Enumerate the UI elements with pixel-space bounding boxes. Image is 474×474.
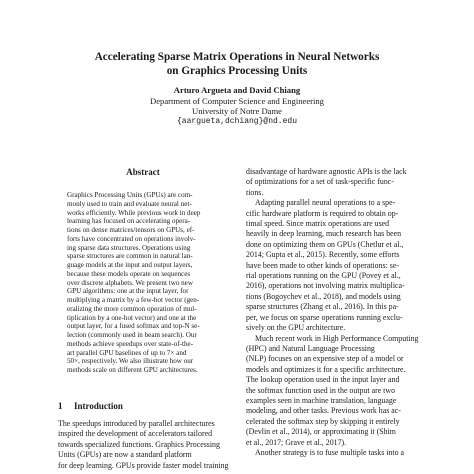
text-line: GPU algorithms: one at the input layer, for [67, 287, 189, 296]
text-line: timal speed. Since matrix operations are used [246, 219, 390, 229]
text-line: learning has focused on accelerating opera- [67, 217, 191, 226]
text-line: for deep learning. GPUs provide faster model training [58, 460, 229, 470]
text-line: the softmax function used in the output are two [246, 385, 396, 395]
introduction-body [58, 419, 234, 471]
text-line: done on optimizing them on GPUs (Chetlur et al., [246, 239, 404, 249]
text-line: disadvantage of hardware agnostic APIs is the lack [246, 167, 407, 176]
text-line: Much recent work in High Performance Computing [255, 333, 419, 343]
text-line: Graphics Processing Units (GPUs) are com- [67, 191, 193, 199]
text-line: (NLP) focuses on an expensive step of a model or [246, 354, 404, 364]
text-line: eralizing the more common operation of mul- [67, 304, 197, 313]
text-line: tions. [246, 187, 264, 197]
text-line: (Devlin et al., 2014), or approximating it (Shim [246, 427, 396, 437]
section-title: Introduction [74, 401, 123, 411]
text-line: (HPC) and Natural Language Processing [246, 343, 375, 353]
text-line: over discrete alphabets. We present two new [67, 278, 193, 287]
text-line: art parallel GPU baselines of up to 7× and [67, 348, 187, 357]
text-line: inspired the development of accelerators tailored [58, 429, 213, 439]
text-line: Units (GPUs) are now a standard platform [58, 450, 192, 460]
text-line: methods achieve speedups over state-of-the- [67, 339, 194, 348]
text-line: heavily in deep learning, much research has been [246, 229, 402, 239]
text-line: celerated the softmax step by skipping it entirely [246, 416, 400, 426]
text-line: because these models operate on sequences [67, 269, 191, 278]
author-names: Arturo Argueta and David Chiang [173, 85, 301, 95]
text-line: models and optimizes it for a specific architecture. [246, 364, 406, 374]
text-line: sparse structures are common in natural lan- [67, 252, 193, 261]
text-line: The lookup operation used in the input layer and [246, 375, 400, 385]
text-line: Adapting parallel neural operations to a spe- [255, 198, 396, 208]
text-line: monly used to train and evaluate neural net- [67, 199, 192, 208]
affiliation-university: University of Notre Dame [192, 106, 282, 117]
text-line: 2016), operations not involving matrix multiplica- [246, 281, 405, 291]
text-line: 50×, respectively. We also illustrate how our [67, 357, 194, 366]
text-line: methods scale on different GPU architectures. [67, 366, 198, 374]
text-line: forts have concentrated on operations involv- [67, 234, 196, 243]
text-line: 2014; Gupta et al., 2015). Recently, some efforts [246, 250, 400, 260]
paper-title [40, 50, 434, 78]
author-block [40, 85, 434, 127]
text-line: modeling, and other tasks. Previous work has ac- [246, 406, 401, 416]
section-number: 1 [58, 401, 63, 411]
text-line: cific hardware platform is required to obtain op- [246, 208, 399, 218]
text-line: The speedups introduced by parallel architectures [58, 419, 215, 428]
text-line: guage models at the input and output layers, [67, 261, 193, 269]
text-line: tions (Bogoychev et al., 2018), and models using [246, 291, 401, 301]
abstract-heading: Abstract [126, 167, 160, 177]
abstract-section [58, 167, 228, 375]
text-line: per, we focus on sparse operations running exclu- [246, 312, 403, 322]
paper-title-line-1: Accelerating Sparse Matrix Operations in Neural Networks [94, 51, 380, 63]
text-line: lection (commonly used in beam search). Our [67, 331, 197, 339]
text-line: et al., 2017; Grave et al., 2017). [246, 437, 347, 447]
paper-title-line-2: on Graphics Processing Units [166, 65, 308, 77]
affiliation-department: Department of Computer Science and Engineering [150, 95, 324, 106]
text-line: ing sparse data structures. Operations using [67, 243, 191, 252]
text-line: Another strategy is to fuse multiple tasks into a [255, 447, 405, 457]
text-line: rial operations running on the GPU (Povey et al., [246, 271, 401, 281]
text-line: examples seen in machine translation, language [246, 395, 397, 405]
text-line: sparse structures (Zhang et al., 2016). In this pa- [246, 302, 399, 312]
text-line: of optimizations for a set of task-specific func- [246, 177, 394, 187]
text-line: have been made to other kinds of operations: se- [246, 260, 399, 270]
text-line: works efficiently. While previous work in deep [67, 208, 201, 217]
text-line: tions on dense matrices/tensors on GPUs, ef- [67, 226, 195, 234]
abstract-body [58, 191, 228, 375]
text-line: sively on the GPU architecture. [246, 323, 346, 333]
text-line: multiplying a matrix by a few-hot vector (gen- [67, 296, 200, 304]
text-line: output layer, for a fused softmax and top-N se- [67, 322, 200, 331]
text-line: towards specialized functions. Graphics Processing [58, 439, 220, 449]
right-column-body [246, 167, 442, 458]
author-email: {aargueta,dchiang}@nd.edu [176, 116, 298, 126]
text-line: tiplication by a one-hot vector) and one at the [67, 313, 197, 322]
introduction-heading [58, 401, 228, 412]
